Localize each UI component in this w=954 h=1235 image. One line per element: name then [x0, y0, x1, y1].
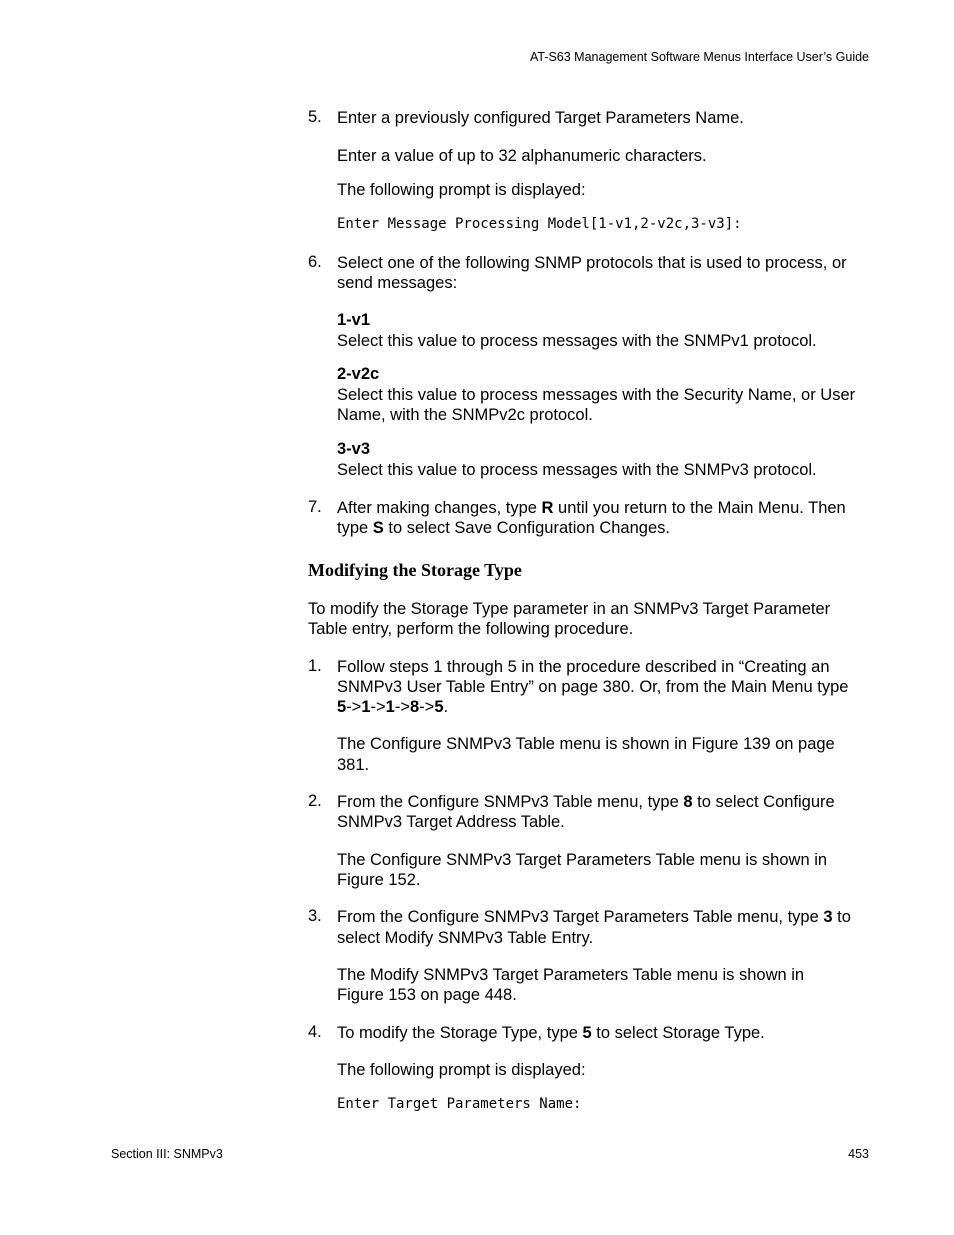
option-term: 3-v3 — [337, 440, 371, 458]
paragraph: Figure 153 on page 448. — [337, 986, 517, 1004]
code-prompt: Enter Message Processing Model[1-v1,2-v2c,3-v3]: — [337, 216, 742, 232]
step-text: Follow steps 1 through 5 in the procedure described in “Creating an — [337, 658, 830, 676]
step-text: Select one of the following SNMP protocols that is used to process, or — [337, 254, 847, 272]
option-term: 2-v2c — [337, 365, 380, 383]
step-text: From the Configure SNMPv3 Table menu, type 8 to select Configure — [337, 793, 835, 811]
running-header: AT-S63 Management Software Menus Interface User’s Guide — [529, 50, 869, 64]
section-heading: Modifying the Storage Type — [308, 560, 522, 580]
step-text: After making changes, type R until you return to the Main Menu. Then — [337, 499, 846, 517]
paragraph: To modify the Storage Type parameter in an SNMPv3 Target Parameter — [308, 600, 831, 618]
step-text: select Modify SNMPv3 Table Entry. — [337, 929, 594, 947]
step-number: 6. — [308, 253, 322, 271]
menu-path: 5->1->1->8->5. — [337, 698, 449, 716]
paragraph: The Modify SNMPv3 Target Parameters Table menu is shown in — [337, 966, 805, 984]
option-description: Select this value to process messages with the Security Name, or User — [337, 386, 856, 404]
option-description: Select this value to process messages with the SNMPv3 protocol. — [337, 461, 817, 479]
step-text: SNMPv3 Target Address Table. — [337, 813, 565, 831]
footer-section: Section III: SNMPv3 — [111, 1147, 223, 1161]
step-text: From the Configure SNMPv3 Target Parameters Table menu, type 3 to — [337, 908, 851, 926]
step-number: 5. — [308, 108, 322, 126]
step-text: Enter a previously configured Target Parameters Name. — [337, 109, 744, 127]
paragraph: Figure 152. — [337, 871, 421, 889]
step-text: send messages: — [337, 274, 458, 292]
step-text: To modify the Storage Type, type 5 to select Storage Type. — [337, 1024, 765, 1042]
step-number: 7. — [308, 498, 322, 516]
step-number: 3. — [308, 907, 322, 925]
paragraph: Enter a value of up to 32 alphanumeric characters. — [337, 147, 707, 165]
paragraph: The following prompt is displayed: — [337, 1061, 586, 1079]
paragraph: The Configure SNMPv3 Target Parameters Table menu is shown in — [337, 851, 828, 869]
step-number: 4. — [308, 1023, 322, 1041]
paragraph: 381. — [337, 756, 370, 774]
step-text: type S to select Save Configuration Changes. — [337, 519, 670, 537]
page-number: 453 — [848, 1147, 869, 1161]
paragraph: The following prompt is displayed: — [337, 181, 586, 199]
step-text: SNMPv3 User Table Entry” on page 380. Or, from the Main Menu type — [337, 678, 849, 696]
paragraph: The Configure SNMPv3 Table menu is shown in Figure 139 on page — [337, 735, 835, 753]
paragraph: Table entry, perform the following procedure. — [308, 620, 634, 638]
option-term: 1-v1 — [337, 311, 371, 329]
code-prompt: Enter Target Parameters Name: — [337, 1096, 582, 1112]
step-number: 1. — [308, 657, 322, 675]
option-description: Select this value to process messages with the SNMPv1 protocol. — [337, 332, 817, 350]
step-number: 2. — [308, 792, 322, 810]
option-description: Name, with the SNMPv2c protocol. — [337, 406, 593, 424]
